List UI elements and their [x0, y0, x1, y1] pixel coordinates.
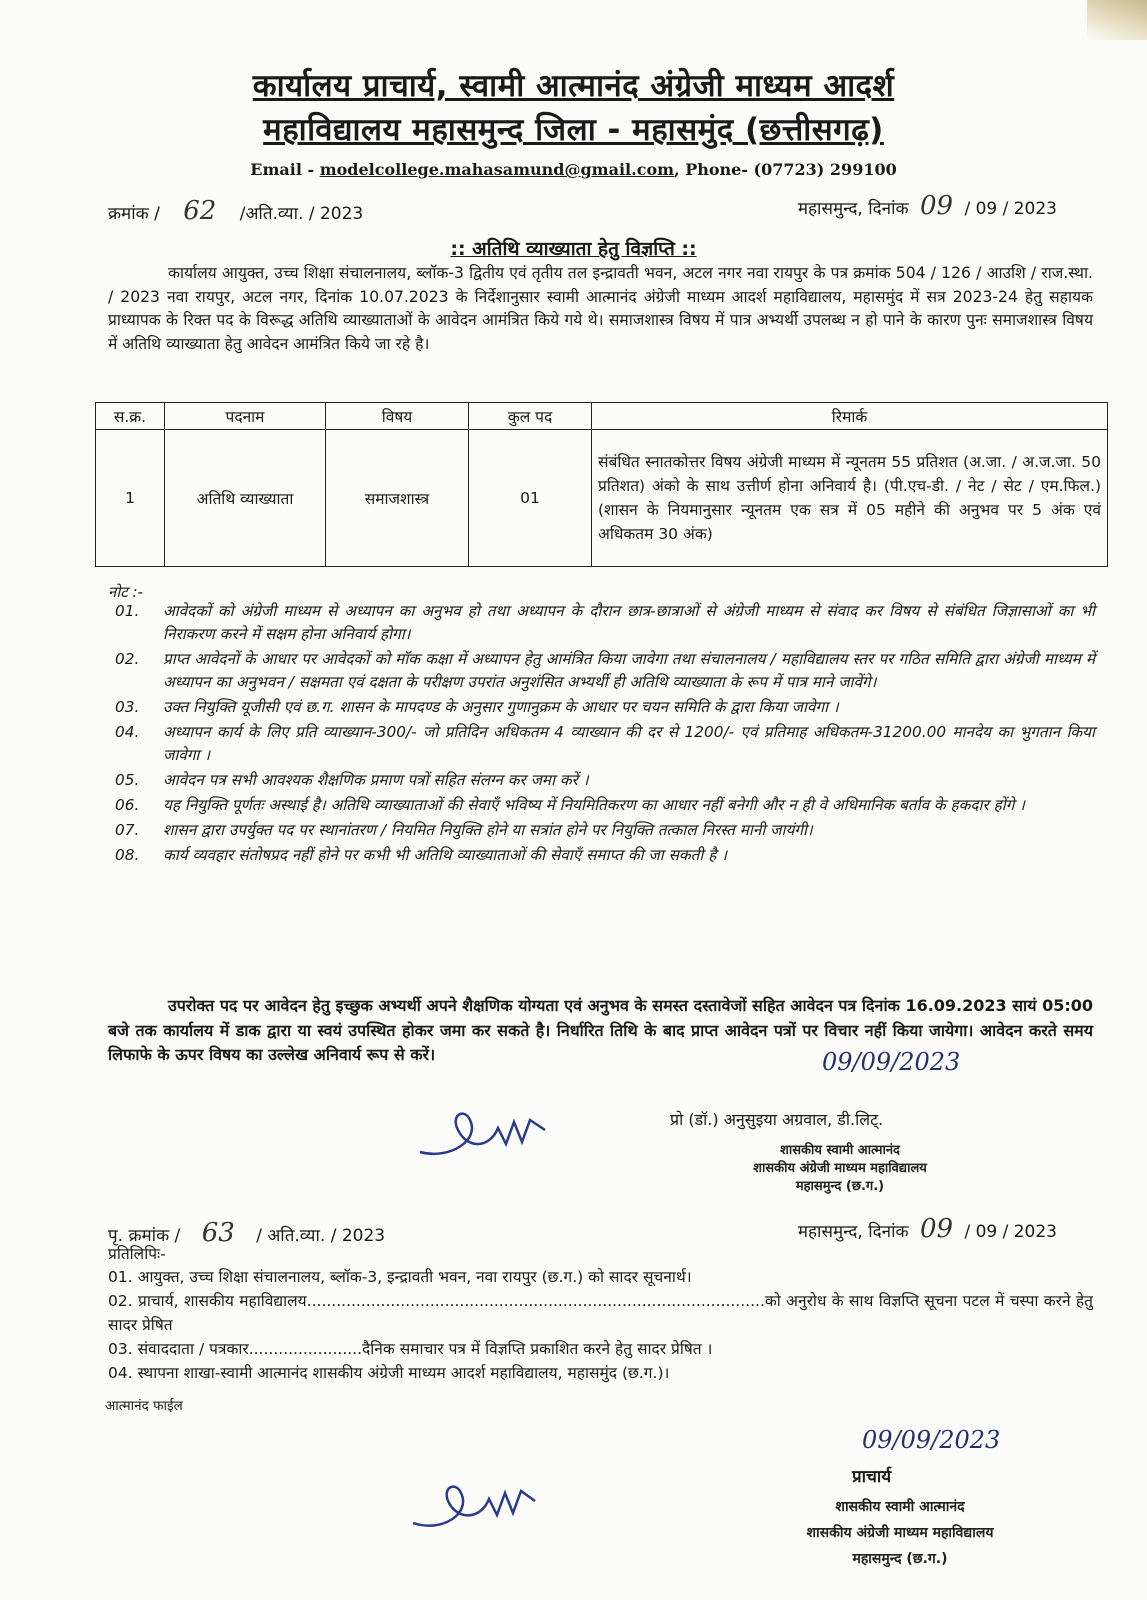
email-link[interactable]: modelcollege.mahasamund@gmail.com: [319, 160, 675, 179]
date2-rest: / 09 / 2023: [964, 1222, 1057, 1242]
date-day-handwritten: 09: [919, 191, 954, 221]
office-stamp-2: शासकीय स्वामी आत्मानंद शासकीय अंग्रेजी माध्यम महाविद्यालय महासमुन्द (छ.ग.): [806, 1499, 994, 1567]
kramank2-suffix: / अति.व्या. / 2023: [256, 1226, 386, 1246]
signature-scribble-1: [410, 1100, 560, 1170]
contact-line: [0, 160, 1147, 179]
email-label: Email -: [250, 160, 315, 179]
list-item: 04. स्थापना शाखा-स्वामी आत्मानंद शासकीय अंग्रेजी माध्यम आदर्श महाविद्यालय, महासमुंद (छ.ग.)।: [108, 1364, 670, 1382]
date-rest: / 09 / 2023: [964, 199, 1057, 219]
page-corner: [1087, 0, 1147, 40]
file-note: आत्मानंद फाईल: [105, 1398, 183, 1414]
office-stamp-1: शासकीय स्वामी आत्मानंद शासकीय अंग्रेजी माध्यम महाविद्यालय महासमुन्द (छ.ग.): [753, 1143, 927, 1194]
copy-list: [108, 1265, 1093, 1385]
list-item: 02. प्राप्त आवेदनों के आधार पर आवेदकों को मॉक कक्षा में अध्यापन हेतु आमंत्रित किया जावेगा तथा संचालनालय / महाविद्यालय स्तर पर गठित समिति द्वारा अंग्रेजी माध्यम में अध्यापन का अनुभवन / सक्षमता एवं दक्षता के परीक्षण उपरांत अनुशंसित अभ्यर्थी ही अतिथि व्याख्याता के रूप में पात्र माने जावेंगे।: [115, 650, 1095, 691]
date2-label: महासमुन्द, दिनांक: [797, 1222, 909, 1242]
kramank-label: क्रमांक /: [108, 204, 160, 224]
col-post: पदनाम: [165, 403, 326, 430]
office-title-line2: महाविद्यालय महासमुन्द जिला - महासमुंद (छत्तीसगढ़): [263, 112, 884, 148]
table-header-row: [96, 403, 1108, 430]
list-item: 03. संवाददाता / पत्रकार.......................दैनिक समाचार पत्र में विज्ञप्ति प्रकाशित करने हेतु सादर प्रेषित ।: [108, 1340, 713, 1358]
kramank-handwritten: 62: [183, 196, 217, 226]
table-row: [96, 430, 1108, 567]
list-item: 06. यह नियुक्ति पूर्णतः अस्थाई है। अतिथि व्याख्याताओं की सेवाएँ भविष्य में नियमितिकरण का आधार नहीं बनेगी और न ही वे अधिमानिक बर्ताव के हकदार होंगे ।: [115, 796, 1025, 814]
cell-sno: 1: [96, 430, 165, 567]
office-title-line1: कार्यालय प्राचार्य, स्वामी आत्मानंद अंग्रेजी माध्यम आदर्श: [252, 68, 895, 104]
col-count: कुल पद: [469, 403, 592, 430]
col-remark: रिमार्क: [592, 403, 1108, 430]
signature-date-1: 09/09/2023: [822, 1048, 961, 1076]
list-item: 08. कार्य व्यवहार संतोषप्रद नहीं होने पर कभी भी अतिथि व्याख्याताओं की सेवाएँ समाप्त की जा सकती है ।: [115, 846, 727, 864]
phone-number: , Phone- (07723) 299100: [674, 160, 897, 179]
principal-name: प्रो (डॉ.) अनुसुइया अग्रवाल, डी.लिट्.: [670, 1110, 884, 1129]
list-item: 02. प्राचार्य, शासकीय महाविद्यालय.............................................................................................को अनुरोध के साथ विज्ञप्ति सूचना पटल में चस्पा करने हेतु सादर प्रेषित: [108, 1292, 1093, 1334]
list-item: 04. अध्यापन कार्य के लिए प्रति व्याख्यान-300/- जो प्रतिदिन अधिकतम 4 व्याख्यान की दर से 1200/- एवं प्रतिमाह अधिकतम-31200.00 मानदेय का भुगतान किया जावेगा ।: [115, 723, 1095, 764]
kramank-suffix: /अति.व्या. / 2023: [239, 204, 364, 224]
list-item: 01. आयुक्त, उच्च शिक्षा संचालनालय, ब्लॉक-3, इन्द्रावती भवन, नवा रायपुर (छ.ग.) को सादर सूचनार्थ।: [108, 1268, 692, 1286]
principal-title: प्राचार्य: [852, 1467, 892, 1487]
list-item: 03. उक्त नियुक्ति यूजीसी एवं छ.ग. शासन के मापदण्ड के अनुसार गुणानुक्रम के आधार पर चयन समिति के द्वारा किया जावेगा ।: [115, 698, 839, 716]
notes-heading: नोट :-: [108, 583, 144, 601]
date-label: महासमुन्द, दिनांक: [797, 199, 909, 219]
notes-list: [115, 600, 1095, 869]
signature-date-2: 09/09/2023: [862, 1426, 1001, 1454]
col-sno: स.क्र.: [96, 403, 165, 430]
notice-title: :: अतिथि व्याख्याता हेतु विज्ञप्ति ::: [450, 238, 697, 260]
closing-paragraph: उपरोक्त पद पर आवेदन हेतु इच्छुक अभ्यर्थी अपने शैक्षणिक योग्यता एवं अनुभव के समस्त दस्तावेजों सहित आवेदन पत्र दिनांक 16.09.2023 सायं 05:00 बजे तक कार्यालय में डाक द्वारा या स्वयं उपस्थित होकर जमा कर सकते है। निर्धारित तिथि के बाद प्राप्त आवेदन पत्रों पर विचार नहीं किया जायेगा। आवेदन करते समय लिफाफे के ऊपर विषय का उल्लेख अनिवार्य रूप से करें।: [108, 996, 1093, 1064]
kramank2-label: पृ. क्रमांक /: [108, 1226, 181, 1246]
list-item: 07. शासन द्वारा उपर्युक्त पद पर स्थानांतरण / नियमित नियुक्ति होने या सत्रांत होने पर नियुक्ति तत्काल निरस्त मानी जायंगी।: [115, 821, 813, 839]
intro-paragraph: कार्यालय आयुक्त, उच्च शिक्षा संचालनालय, ब्लॉक-3 द्वितीय एवं तृतीय तल इन्द्रावती भवन, अटल नगर नवा रायपुर के पत्र क्रमांक 504 / 126 / आउशि / राज.स्था. / 2023 नवा रायपुर, अटल नगर, दिनांक 10.07.2023 के निर्देशानुसार स्वामी आत्मानंद अंग्रेजी माध्यम आदर्श महाविद्यालय, महासमुंद में सत्र 2023-24 हेतु सहायक प्राध्यापक के रिक्त पद के विरूद्ध अतिथि व्याख्याताओं के आवेदन आमंत्रित किये गये थे। समाजशास्त्र विषय में पात्र अभ्यर्थी उपलब्ध न हो पाने के कारण पुनः समाजशास्त्र विषय में अतिथि व्याख्याता हेतु आवेदन आमंत्रित किये जा रहे है।: [108, 264, 1093, 353]
vacancy-table: [95, 402, 1108, 567]
cell-post: अतिथि व्याख्याता: [165, 430, 326, 567]
list-item: 01. आवेदकों को अंग्रेजी माध्यम से अध्यापन का अनुभव हो तथा अध्यापन के दौरान छात्र-छात्राओं से अंग्रेजी माध्यम से संवाद कर विषय से संबंधित जिज्ञासाओं का भी निराकरण करने में सक्षम होना अनिवार्य होगा।: [115, 602, 1095, 643]
cell-subject: समाजशास्त्र: [326, 430, 469, 567]
list-item: 05. आवेदन पत्र सभी आवश्यक शैक्षणिक प्रमाण पत्रों सहित संलग्न कर जमा करें ।: [115, 771, 589, 789]
cell-remark: संबंधित स्नातकोत्तर विषय अंग्रेजी माध्यम में न्यूनतम 55 प्रतिशत (अ.जा. / अ.ज.जा. 50 प्रतिशत) अंको के साथ उत्तीर्ण होना अनिवार्य है। (पी.एच-डी. / नेट / सेट / एम.फिल.) (शासन के नियमानुसार न्यूनतम एक सत्र में 05 महीने की अनुभव पर 5 अंक एवं अधिकतम 30 अंक): [592, 430, 1108, 567]
col-subject: विषय: [326, 403, 469, 430]
cell-count: 01: [469, 430, 592, 567]
signature-scribble-2: [405, 1475, 545, 1540]
reference-date: [798, 191, 1057, 221]
copy-heading: प्रतिलिपिः-: [108, 1245, 166, 1263]
date2-day-handwritten: 09: [919, 1214, 954, 1244]
reference-date-2: [798, 1214, 1057, 1244]
reference-number: [108, 196, 363, 226]
kramank2-handwritten: 63: [201, 1218, 235, 1248]
